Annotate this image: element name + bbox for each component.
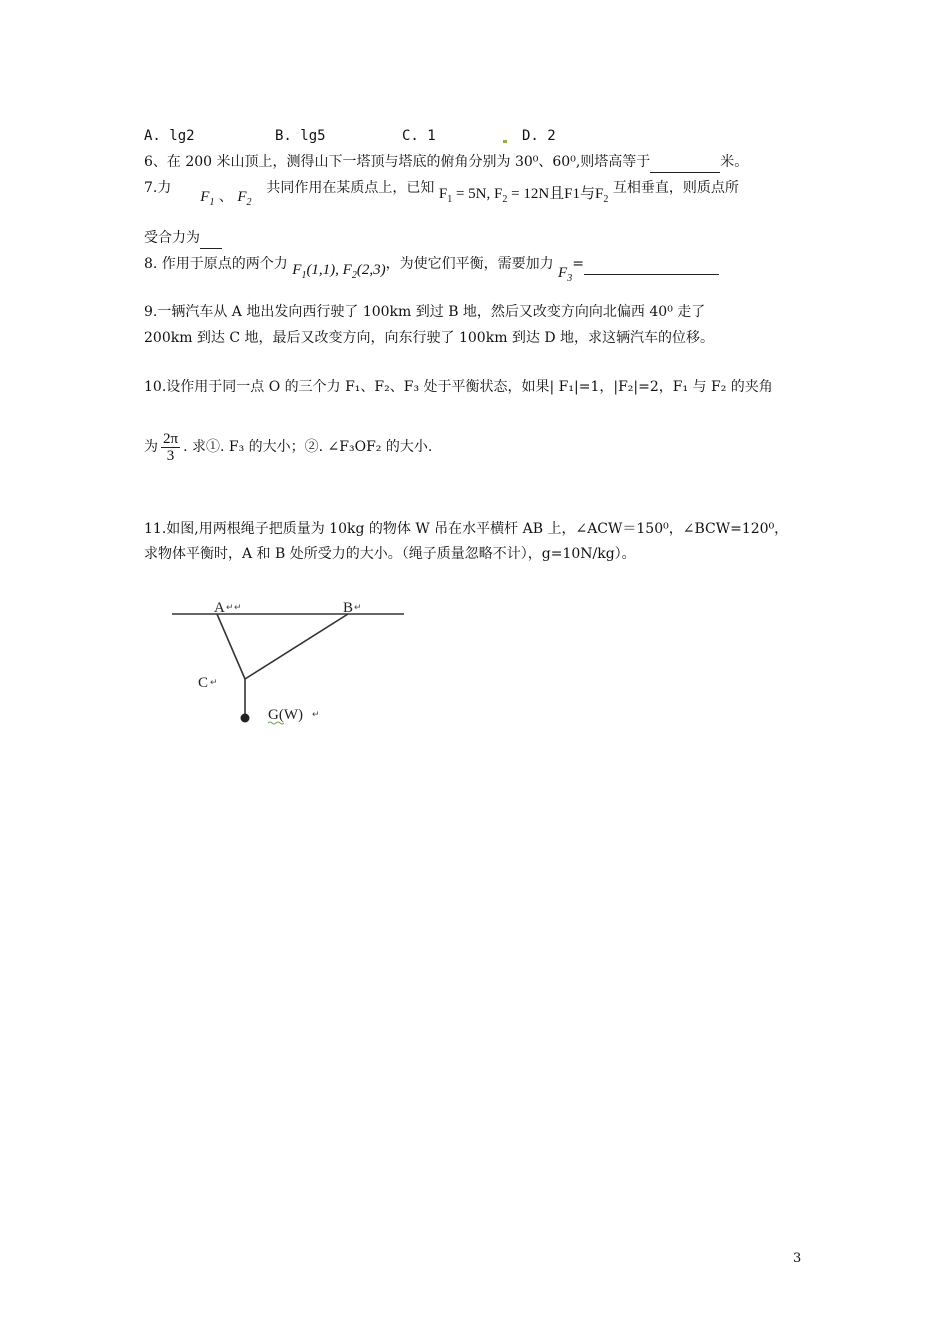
rope-bc xyxy=(245,614,348,679)
given-forces: $F_1 = 5N$, $F_2 = 12N$ xyxy=(438,186,550,205)
question-11-line1: 11.如图,用两根绳子把质量为 10kg 的物体 W 吊在水平横杆 AB 上，∠ACW＝150⁰，∠BCW=120⁰， xyxy=(144,521,789,537)
question-7 xyxy=(144,178,739,212)
answer-blank xyxy=(650,152,720,173)
question-7-line2: 受合力为 xyxy=(144,228,222,249)
question-6-tail: 米。 xyxy=(720,154,749,170)
force-diagram xyxy=(160,585,420,755)
enter-mark: ↵ xyxy=(226,602,234,612)
f1-b: F1 xyxy=(564,186,581,202)
question-10-line1: 10.设作用于同一点 O 的三个力 F₁、F₂、F₃ 处于平衡状态，如果| F₁|=1，|F₂|=2，F₁ 与 F₂ 的夹角 xyxy=(144,379,773,395)
enter-mark: ↵ xyxy=(210,677,218,687)
question-8-lead: 8. 作用于原点的两个力 xyxy=(144,256,288,272)
question-6-text: 6、在 200 米山顶上，测得山下一塔顶与塔底的俯角分别为 30⁰、60⁰,则塔高等于 xyxy=(144,154,651,170)
fraction: $\frac{2\pi}{3}$ xyxy=(163,430,179,464)
qie: 且 xyxy=(549,186,565,202)
enter-mark: ↵ xyxy=(354,602,362,612)
question-10-pre: 为 xyxy=(144,439,158,455)
question-10-line2 xyxy=(144,425,432,469)
question-8 xyxy=(144,254,719,284)
forces-f1-f2: $F_1(1,1)$, $F_2(2,3)$ xyxy=(292,262,386,281)
label-c: C xyxy=(198,675,209,691)
question-7-end: 互相垂直，则质点所 xyxy=(612,180,739,196)
page-number: 3 xyxy=(793,1251,802,1266)
enter-mark: ↵ xyxy=(312,709,320,719)
enter-mark: ↵ xyxy=(234,602,242,612)
question-6 xyxy=(144,152,748,173)
separator: 、 xyxy=(218,189,233,205)
weight-w xyxy=(241,714,250,723)
force-f2: $F_2$ xyxy=(237,189,252,208)
edit-mark xyxy=(503,140,507,143)
force-f1: $F_1$ xyxy=(200,189,215,208)
option-b: B. lg5 xyxy=(275,128,326,144)
equals: = xyxy=(572,256,584,272)
label-g: G(W) xyxy=(268,707,303,723)
label-b: B xyxy=(343,600,354,616)
option-c: C. 1 xyxy=(402,128,436,144)
answer-blank xyxy=(584,254,719,275)
force-f3: $F_3$ xyxy=(558,265,573,284)
question-11-line2: 求物体平衡时，A 和 B 处所受力的大小。（绳子质量忽略不计），g=10N/kg）。 xyxy=(144,546,636,562)
yu: 与 xyxy=(580,186,596,202)
question-7-lead: 7.力 xyxy=(144,180,172,196)
question-9-line1: 9.一辆汽车从 A 地出发向西行驶了 100km 到过 B 地，然后又改变方向向北偏西 40⁰ 走了 xyxy=(144,304,706,320)
question-9-line2: 200km 到达 C 地，最后又改变方向，向东行驶了 100km 到达 D 地，求这辆汽车的位移。 xyxy=(144,330,715,346)
rope-ac xyxy=(217,614,245,679)
option-a: A. lg2 xyxy=(144,128,195,144)
option-d: D. 2 xyxy=(522,128,556,144)
question-10-post: . 求①. F₃ 的大小；②. ∠F₃OF₂ 的大小. xyxy=(183,439,433,455)
answer-blank xyxy=(200,228,222,249)
question-8-mid: ，为使它们平衡，需要加力 xyxy=(385,256,554,272)
label-a: A xyxy=(214,600,225,616)
question-7-mid: 共同作用在某质点上，已知 xyxy=(266,180,435,196)
f2-b: $F_2$ xyxy=(595,186,609,205)
